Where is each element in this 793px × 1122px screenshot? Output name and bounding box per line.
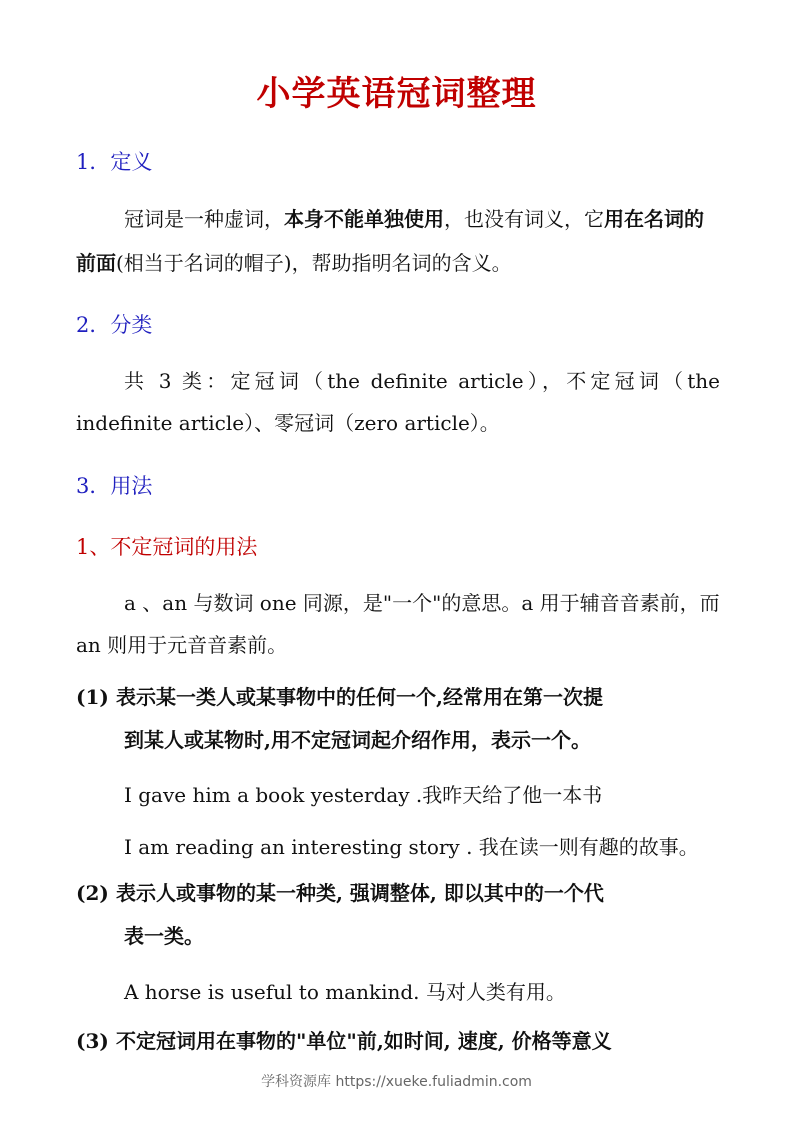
example-sentence: I am reading an interesting story . 我在读一则有趣的故事。	[124, 835, 699, 859]
definition-text-c: ，也没有词义，它	[444, 207, 604, 231]
usage-item-1	[76, 676, 720, 762]
usage-item-number: (1)	[76, 685, 109, 709]
section-heading-classification: 2．分类	[76, 313, 153, 337]
definition-text-e: (相当于名词的帽子)，帮助指明名词的含义。	[116, 251, 512, 275]
page-title: 小学英语冠词整理	[256, 74, 537, 114]
definition-text-b: 本身不能单独使用	[284, 207, 444, 231]
section-heading-usage: 3．用法	[76, 474, 153, 498]
usage-item-3	[76, 1020, 720, 1063]
usage-item-line: 表示某一类人或某事物中的任何一个,经常用在第一次提	[116, 685, 603, 709]
indefinite-intro-paragraph: a 、an 与数词 one 同源，是"一个"的意思。a 用于辅音音素前，而 an 则用于元音音素前。	[76, 591, 720, 657]
definition-text-d: 用在名词的前面	[76, 207, 704, 275]
definition-text-a: 冠词是一种虚词，	[124, 207, 284, 231]
example-sentence: I gave him a book yesterday .我昨天给了他一本书	[124, 783, 603, 807]
example-sentence: A horse is useful to mankind. 马对人类有用。	[124, 980, 566, 1004]
usage-item-2	[76, 872, 720, 958]
usage-item-line: 表一类。	[124, 924, 204, 948]
usage-item-line: 到某人或某物时,用不定冠词起介绍作用，表示一个。	[124, 728, 591, 752]
classification-paragraph: 共 3 类：定冠词（the definite article），不定冠词（the indefinite article）、零冠词（zero article）。	[76, 369, 720, 435]
footer-watermark: 学科资源库 https://xueke.fuliadmin.com	[261, 1074, 532, 1090]
usage-item-line: 不定冠词用在事物的"单位"前,如时间, 速度, 价格等意义	[116, 1029, 612, 1053]
usage-item-number: (2)	[76, 881, 109, 905]
subsection-heading-indefinite: 1、不定冠词的用法	[76, 535, 258, 559]
section-heading-definition: 1．定义	[76, 150, 153, 174]
usage-item-number: (3)	[76, 1029, 109, 1053]
definition-paragraph	[76, 197, 720, 285]
usage-item-line: 表示人或事物的某一种类, 强调整体, 即以其中的一个代	[116, 881, 604, 905]
